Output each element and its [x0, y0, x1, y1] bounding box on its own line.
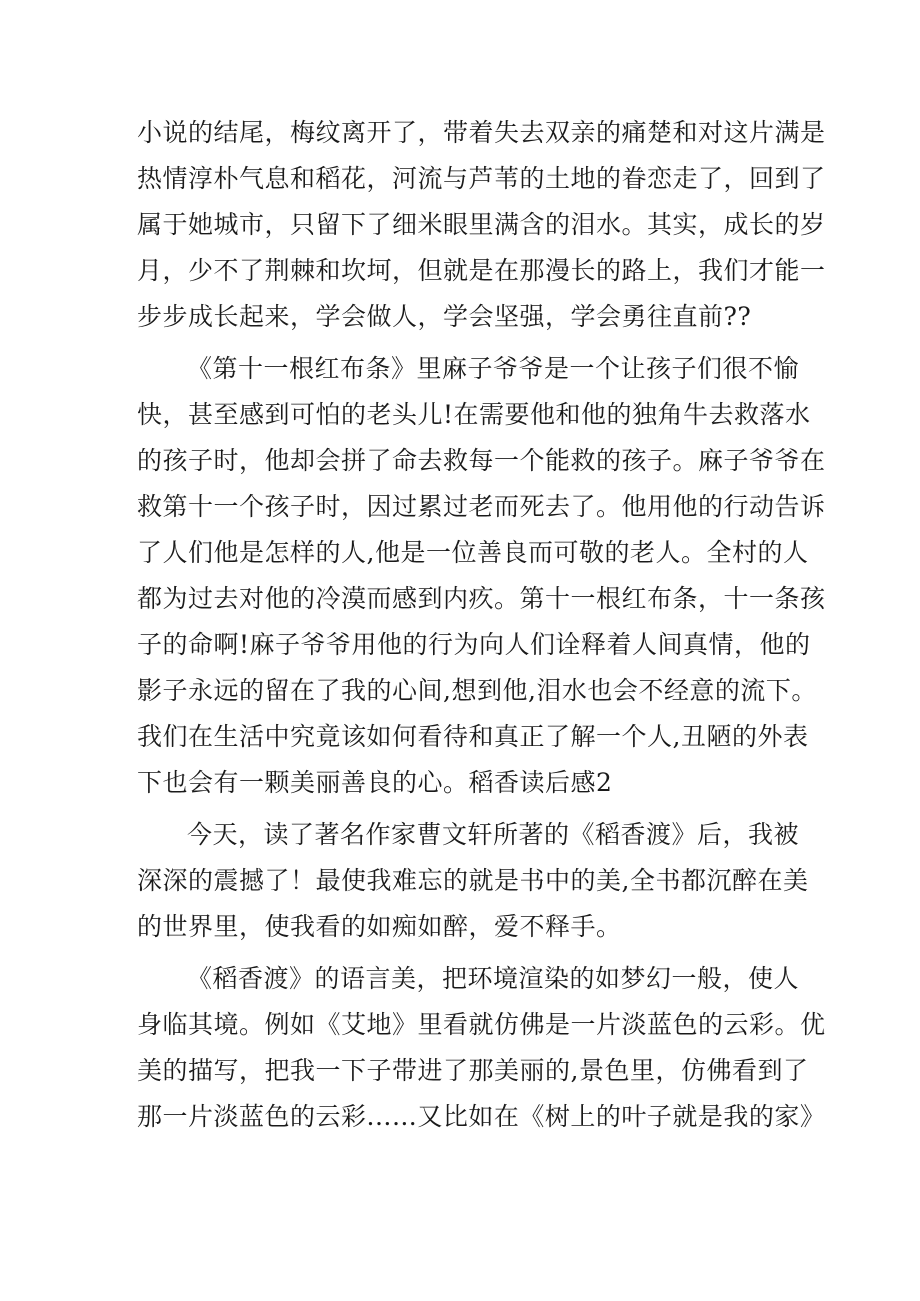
text-line: 《稻香渡》的语言美，把环境渲染的如梦幻一般，使人 — [187, 964, 800, 993]
text-line: 的世界里，使我看的如痴如醉，爱不释手。 — [137, 912, 622, 941]
text-line: 步步成长起来，学会做人，学会坚强，学会勇往直前?? — [137, 302, 752, 331]
text-line: 影子永远的留在了我的心间,想到他,泪水也会不经意的流下。 — [137, 676, 817, 705]
text-line: 的孩子时，他却会拼了命去救每一个能救的孩子。麻子爷爷在 — [137, 446, 826, 475]
text-line: 子的命啊!麻子爷爷用他的行为向人们诠释着人间真情，他的 — [137, 630, 811, 659]
text-line: 热情淳朴气息和稻花，河流与芦苇的土地的眷恋走了，回到了 — [137, 164, 826, 193]
text-line: 今天，读了著名作家曹文轩所著的《稻香渡》后，我被 — [187, 820, 800, 849]
text-line: 了人们他是怎样的人,他是一位善良而可敬的老人。全村的人 — [137, 538, 809, 567]
text-line: 深深的震撼了！最使我难忘的就是书中的美,全书都沉醉在美 — [137, 866, 809, 895]
text-line: 小说的结尾，梅纹离开了，带着失去双亲的痛楚和对这片满是 — [137, 118, 826, 147]
text-line: 身临其境。例如《艾地》里看就仿佛是一片淡蓝色的云彩。优 — [137, 1010, 826, 1039]
text-line: 我们在生活中究竟该如何看待和真正了解一个人,丑陋的外表 — [137, 722, 809, 751]
text-line: 快，甚至感到可怕的老头儿!在需要他和他的独角牛去救落水 — [137, 400, 811, 429]
text-line: 《第十一根红布条》里麻子爷爷是一个让孩子们很不愉 — [187, 354, 800, 383]
text-line: 月，少不了荆棘和坎坷，但就是在那漫长的路上，我们才能一 — [137, 256, 826, 285]
text-line: 都为过去对他的冷漠而感到内疚。第十一根红布条，十一条孩 — [137, 584, 826, 613]
text-line: 下也会有一颗美丽善良的心。稻香读后感2 — [137, 768, 613, 797]
document-body — [137, 110, 827, 1140]
paragraph-1 — [137, 110, 827, 340]
paragraph-3 — [137, 812, 827, 950]
text-line: 属于她城市，只留下了细米眼里满含的泪水。其实，成长的岁 — [137, 210, 826, 239]
text-line: 救第十一个孩子时，因过累过老而死去了。他用他的行动告诉 — [137, 492, 826, 521]
paragraph-4 — [137, 956, 827, 1140]
text-line: 那一片淡蓝色的云彩...…又比如在《树上的叶子就是我的家》 — [137, 1102, 826, 1131]
text-line: 美的描写，把我一下子带进了那美丽的,景色里，仿佛看到了 — [137, 1056, 809, 1085]
paragraph-2 — [137, 346, 827, 806]
